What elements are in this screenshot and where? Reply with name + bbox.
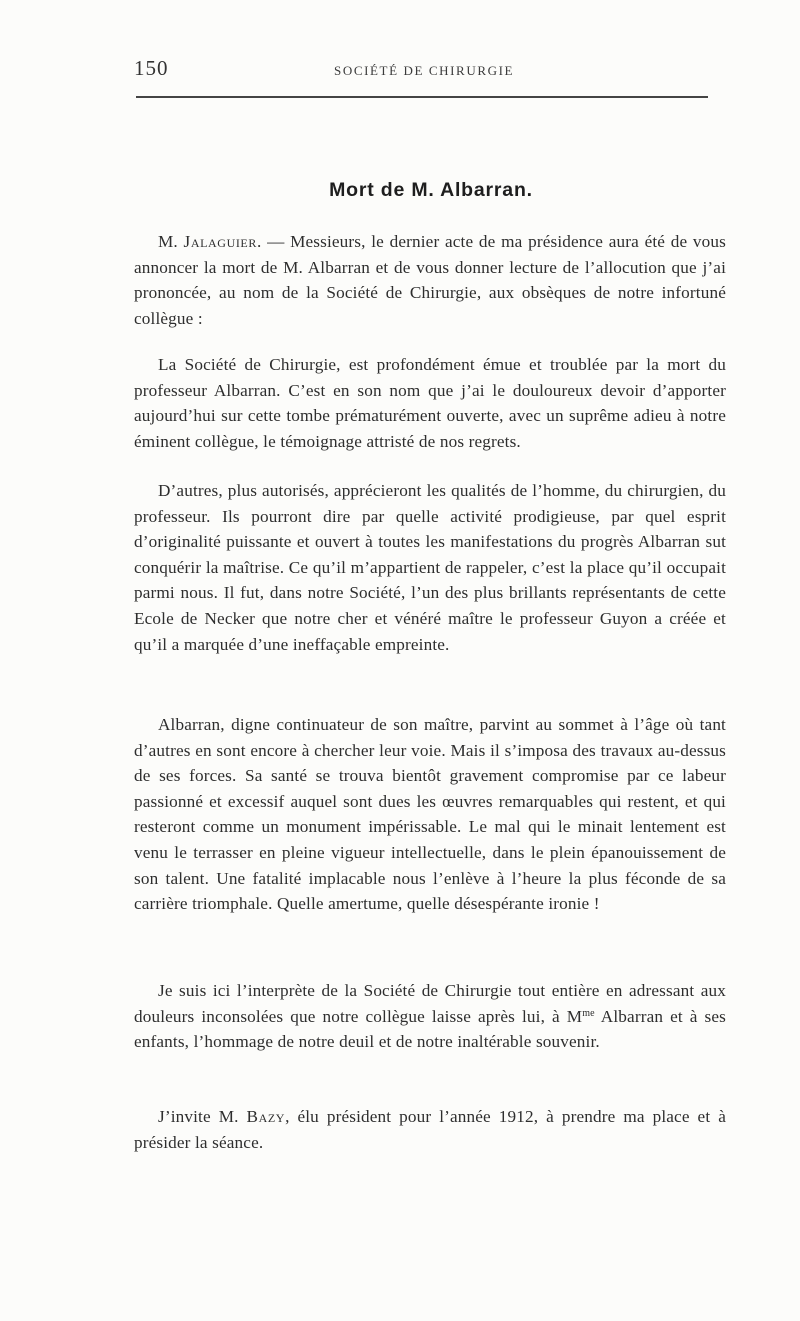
- paragraph-text: Je suis ici l’interprète de la Société de Chirurgie tout entière en adressant aux douleurs inconsolées que notre collègue laisse après lui, à M: [134, 981, 726, 1026]
- paragraph-text-end: , élu président pour l’année 1912, à prendre ma place et à présider la séance.: [134, 1107, 726, 1152]
- person-name: Bazy: [246, 1107, 286, 1126]
- paragraph-invitation: [134, 1104, 726, 1155]
- page-number: 150: [134, 56, 169, 80]
- paragraph-career: Albarran, digne continuateur de son maître, parvint au sommet à l’âge où tant d’autres en sont encore à chercher leur voie. Mais il s’imposa des travaux au-dessus de ses forces. Sa santé se trouva bientôt gravement compromise par ce labeur passionné et excessif auquel sont dues les œuvres remarquables qui restent, et qui resteront comme un monument impérissable. Le mal qui le minait lentement est venu le terrasser en pleine vigueur intellectuelle, dans le plein épanouissement de son talent. Une fatalité implacable nous l’enlève à l’heure la plus féconde de sa carrière triomphale. Quelle amertume, quelle désespérante ironie !: [134, 715, 726, 914]
- paragraph-speaker-intro: [134, 229, 726, 331]
- paragraph-text: . — Messieurs, le dernier acte de ma présidence aura été de vous annoncer la mort de M. Albarran et de vous donner lecture de l’allocution que j’ai prononcée, au nom de la Société de Chirurgie, aux obsèques de notre infortuné collègue :: [134, 232, 726, 328]
- paragraph-text: J’invite M.: [158, 1107, 247, 1126]
- paragraph-qualities: D’autres, plus autorisés, apprécieront les qualités de l’homme, du chirurgien, du professeur. Ils pourront dire par quelle activité prodigieuse, par quel esprit d’originalité puissante et ouvert à toutes les manifestations du progrès Albarran sut conquérir la maîtrise. Ce qu’il m’appartient de rappeler, c’est la place qu’il occupait parmi nous. Il fut, dans notre Société, l’un des plus brillants représentants de cette Ecole de Necker que notre cher et vénéré maître le professeur Guyon a créée et qu’il a marquée d’une ineffaçable empreinte.: [134, 481, 726, 654]
- speaker-prefix: M.: [158, 232, 184, 251]
- speaker-name: Jalaguier: [183, 232, 257, 251]
- running-header: [134, 56, 718, 86]
- paragraph-text-end: Albarran et à ses enfants, l’hommage de notre deuil et de notre inaltérable souvenir.: [134, 1006, 726, 1052]
- running-title: SOCIÉTÉ DE CHIRURGIE: [334, 63, 515, 78]
- paragraph-allocution-opening: La Société de Chirurgie, est profondément émue et troublée par la mort du professeur Albarran. C’est en son nom que j’ai le douloureux devoir d’apporter aujourd’hui sur cette tombe prématurément ouverte, avec un suprême adieu à notre éminent collègue, le témoignage attristé de nos regrets.: [134, 355, 726, 451]
- paragraph-condolences: [134, 978, 726, 1055]
- section-title: Mort de M. Albarran.: [329, 179, 533, 202]
- header-rule: [136, 96, 708, 98]
- superscript-me: me: [582, 1007, 595, 1019]
